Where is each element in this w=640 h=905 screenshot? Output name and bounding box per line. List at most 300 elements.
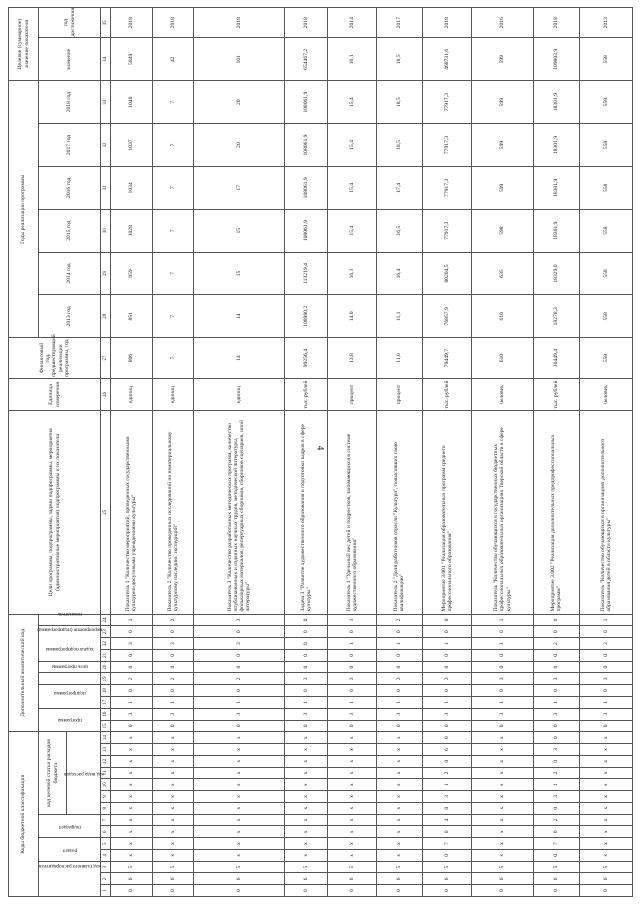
table-row	[327, 8, 376, 897]
code-cell: x	[327, 838, 376, 850]
column-number: 25	[101, 411, 111, 614]
column-number-row	[101, 8, 111, 897]
column-number: 35	[101, 8, 111, 38]
code-cell: 0	[377, 626, 422, 638]
row-year-value: 16,4	[377, 252, 422, 295]
code-cell: x	[111, 826, 153, 838]
row-unit: человек	[579, 378, 632, 410]
header-year-2016: 2016 год	[39, 166, 101, 209]
code-cell: 0	[534, 626, 579, 638]
code-cell: 0	[152, 626, 194, 638]
code-cell: x	[327, 849, 376, 861]
code-cell: x	[471, 826, 533, 838]
code-cell: x	[111, 755, 153, 767]
code-cell: 2	[534, 767, 579, 779]
header-analytic-task: задача подпрограммы	[39, 661, 101, 673]
row-base-value: 14	[194, 338, 285, 379]
code-cell: 1	[422, 638, 471, 650]
code-cell: x	[579, 791, 632, 803]
code-cell: x	[284, 802, 327, 814]
code-cell: x	[284, 849, 327, 861]
code-cell: 3	[152, 638, 194, 650]
code-cell: 6	[471, 873, 533, 885]
row-year-value: 14,0	[327, 295, 376, 338]
code-cell: 3	[377, 673, 422, 685]
row-year-value: 15,4	[327, 124, 376, 167]
code-cell: 0	[284, 885, 327, 897]
header-budget-classification: Коды бюджетной классификации	[9, 732, 39, 897]
row-unit: тыс. рублей	[534, 378, 579, 410]
code-cell: x	[111, 732, 153, 744]
row-year-value: 7	[152, 166, 194, 209]
row-description: Задача 3 "Развитие художественного образования и подготовки кадров в сфере культуры"	[284, 411, 327, 614]
code-cell: 1	[422, 696, 471, 708]
code-cell: 0	[579, 649, 632, 661]
row-year-value: 599	[471, 166, 533, 209]
header-target-value-col: значение	[39, 38, 101, 81]
header-year-2018: 2018 год	[39, 81, 101, 124]
code-cell: 0	[284, 638, 327, 650]
code-cell: 0	[194, 626, 285, 638]
code-cell: 5	[471, 861, 533, 873]
row-base-value: 79449,7	[422, 338, 471, 379]
row-description: Показатель 3 "Количество разработанных методических программ, количество опубликованных и изданных научных трудов, методической литературы, фольклорных материалов, репертуарных сборников, сборников сценариев, иной литературы"	[194, 411, 285, 614]
code-cell: 0	[152, 685, 194, 697]
row-target-value: 42	[152, 38, 194, 81]
code-cell: x	[327, 755, 376, 767]
code-cell: 6	[422, 873, 471, 885]
row-year-value: 558	[579, 166, 632, 209]
code-cell: 0	[422, 732, 471, 744]
code-cell: 2	[534, 814, 579, 826]
code-cell: x	[194, 849, 285, 861]
code-cell: x	[152, 826, 194, 838]
row-target-year: 2017	[377, 8, 422, 38]
row-target-value: 468731,6	[422, 38, 471, 81]
code-cell: 1	[471, 614, 533, 626]
code-cell: 0	[471, 885, 533, 897]
code-cell: x	[377, 779, 422, 791]
code-cell: x	[194, 767, 285, 779]
column-number: 11	[101, 767, 111, 779]
code-cell: 1	[111, 614, 153, 626]
code-cell: x	[284, 779, 327, 791]
column-number: 4	[101, 849, 111, 861]
row-year-value: 18278,3	[534, 295, 579, 338]
code-cell: 0	[422, 649, 471, 661]
code-cell: 1	[194, 696, 285, 708]
code-cell: 5	[422, 861, 471, 873]
code-cell: 0	[377, 720, 422, 732]
code-cell: x	[579, 838, 632, 850]
code-cell: x	[377, 732, 422, 744]
row-target-year: 2016	[471, 8, 533, 38]
code-cell: x	[471, 814, 533, 826]
code-cell: x	[152, 755, 194, 767]
code-cell: 0	[377, 685, 422, 697]
row-year-value: 635	[471, 252, 533, 295]
code-cell: 0	[579, 720, 632, 732]
code-cell: 0	[284, 685, 327, 697]
code-cell: x	[327, 767, 376, 779]
row-year-value: 18329,0	[534, 252, 579, 295]
row-target-year: 2018	[284, 8, 327, 38]
code-cell: 0	[111, 649, 153, 661]
header-analytic-subprogram: подпрограмма	[39, 685, 101, 709]
code-cell: 2	[152, 673, 194, 685]
page-number: 4	[315, 445, 326, 451]
row-year-value: 1037	[111, 124, 153, 167]
code-cell: x	[327, 732, 376, 744]
code-cell: 1	[471, 638, 533, 650]
code-cell: x	[194, 755, 285, 767]
row-year-value: 77917,3	[422, 166, 471, 209]
row-year-value: 558	[579, 295, 632, 338]
column-number: 29	[101, 252, 111, 295]
code-cell: x	[152, 802, 194, 814]
row-description: Показатель "Количество обучающихся в государственных бюджетных профессиональных образовательных организациях Тверской области в сфере культуры"	[471, 411, 533, 614]
code-cell: 6	[284, 873, 327, 885]
row-year-value: 17	[194, 166, 285, 209]
row-target-year: 2014	[327, 8, 376, 38]
code-cell: x	[111, 838, 153, 850]
code-cell: x	[152, 779, 194, 791]
code-cell: 0	[422, 802, 471, 814]
header-unit: Единица измерения	[9, 378, 101, 410]
row-year-value: 7	[152, 209, 194, 252]
code-cell: 0	[284, 720, 327, 732]
row-target-year: 2018	[534, 8, 579, 38]
column-number: 10	[101, 779, 111, 791]
code-cell: 1	[152, 696, 194, 708]
code-cell: 0	[377, 649, 422, 661]
code-cell: 0	[534, 826, 579, 838]
code-cell: x	[152, 791, 194, 803]
code-cell: 6	[422, 744, 471, 756]
code-cell: 1	[579, 614, 632, 626]
column-number: 31	[101, 166, 111, 209]
table-row	[152, 8, 194, 897]
code-cell: 0	[534, 661, 579, 673]
code-cell: 0	[194, 885, 285, 897]
row-year-value: 16,1	[327, 252, 376, 295]
header-program-years: Годы реализации программы	[9, 81, 39, 338]
code-cell: 2	[194, 673, 285, 685]
code-cell: x	[377, 838, 422, 850]
code-cell: x	[111, 802, 153, 814]
code-cell: 7	[534, 838, 579, 850]
row-description: Показатель 2 "Количество проведенных исследований по нематериальному культурному наследию, экспедиций"	[152, 411, 194, 614]
code-cell: x	[194, 838, 285, 850]
code-cell: 5	[327, 861, 376, 873]
code-cell: 0	[422, 661, 471, 673]
row-year-value: 76857,9	[422, 295, 471, 338]
header-program-goals: Цели программы, подпрограммы, задачи подпрограммы, мероприятия (административные мероприятия) подпрограммы и их показатели	[9, 411, 101, 614]
row-year-value: 558	[579, 209, 632, 252]
header-analytic-indicator: показатель	[39, 614, 101, 626]
program-indicators-table	[8, 7, 633, 897]
header-code-manager: код главного распорядителя	[39, 861, 101, 896]
row-description: Показатель 1 "Удельный вес детей и подростков, занимающихся в системе художественного образования"	[327, 411, 376, 614]
row-year-value: 17,4	[377, 166, 422, 209]
row-year-value: 15,4	[327, 209, 376, 252]
column-number: 18	[101, 685, 111, 697]
row-year-value: 108061,9	[284, 81, 327, 124]
code-cell: x	[471, 732, 533, 744]
column-number: 5	[101, 838, 111, 850]
code-cell: 0	[422, 626, 471, 638]
code-cell: 3	[152, 708, 194, 720]
row-target-value: 101	[194, 38, 285, 81]
code-cell: x	[152, 767, 194, 779]
code-cell: 3	[327, 708, 376, 720]
code-cell: x	[194, 814, 285, 826]
code-cell: x	[579, 779, 632, 791]
header-target-value: Целевое (суммарное) значение показателя	[9, 8, 39, 81]
row-unit: единиц	[194, 378, 285, 410]
code-cell: x	[579, 826, 632, 838]
code-cell: x	[111, 744, 153, 756]
code-cell: 3	[579, 708, 632, 720]
code-cell: 3	[194, 614, 285, 626]
code-cell: 1	[327, 696, 376, 708]
code-cell: x	[327, 791, 376, 803]
code-cell: 0	[284, 649, 327, 661]
rotated-table-sheet	[8, 7, 633, 897]
code-cell: 0	[111, 626, 153, 638]
row-year-value: 20	[194, 124, 285, 167]
column-number: 28	[101, 295, 111, 338]
code-cell: 3	[194, 638, 285, 650]
row-unit: процент	[377, 378, 422, 410]
column-number: 34	[101, 38, 111, 81]
table-row	[471, 8, 533, 897]
code-cell: 0	[471, 685, 533, 697]
code-cell: 6	[111, 873, 153, 885]
code-cell: 0	[194, 649, 285, 661]
code-cell: 3	[284, 673, 327, 685]
code-cell: x	[284, 744, 327, 756]
row-year-value: 16,5	[377, 209, 422, 252]
code-cell: x	[471, 849, 533, 861]
code-cell: 0	[152, 720, 194, 732]
row-base-value: 11,0	[377, 338, 422, 379]
code-cell: 1	[422, 779, 471, 791]
code-cell: x	[579, 802, 632, 814]
row-year-value: 7	[152, 295, 194, 338]
code-cell: 5	[111, 861, 153, 873]
row-year-value: 18301,9	[534, 166, 579, 209]
code-cell: 5	[377, 861, 422, 873]
row-year-value: 108980,2	[284, 295, 327, 338]
code-cell: 0	[284, 626, 327, 638]
code-cell: 3	[471, 708, 533, 720]
row-year-value: 18,5	[377, 124, 422, 167]
code-cell: 0	[327, 626, 376, 638]
code-cell: x	[471, 779, 533, 791]
column-number: 23	[101, 626, 111, 638]
code-cell: 3	[194, 708, 285, 720]
row-target-value: 109803,9	[534, 38, 579, 81]
code-cell: 0	[534, 732, 579, 744]
row-unit: человек	[471, 378, 533, 410]
row-target-year: 2018	[194, 8, 285, 38]
row-target-year: 2018	[111, 8, 153, 38]
column-number: 33	[101, 81, 111, 124]
row-target-value: 558	[579, 38, 632, 81]
row-target-year: 2018	[152, 8, 194, 38]
column-number: 17	[101, 696, 111, 708]
code-cell: 3	[422, 708, 471, 720]
column-number: 7	[101, 814, 111, 826]
code-cell: x	[377, 814, 422, 826]
code-cell: 0	[579, 661, 632, 673]
code-cell: 1	[111, 696, 153, 708]
code-cell: x	[194, 779, 285, 791]
code-cell: 4	[422, 814, 471, 826]
code-cell: 1	[534, 779, 579, 791]
code-cell: 0	[422, 826, 471, 838]
column-number: 2	[101, 873, 111, 885]
row-unit: тыс. рублей	[284, 378, 327, 410]
row-description: Мероприятие 3.001 "Реализация образовательных программ среднего профессионального образования"	[422, 411, 471, 614]
code-cell: 0	[194, 720, 285, 732]
column-number: 26	[101, 378, 111, 410]
code-cell: x	[377, 826, 422, 838]
code-cell: x	[152, 849, 194, 861]
row-year-value: 7	[152, 81, 194, 124]
row-year-value: 859	[111, 252, 153, 295]
column-number: 6	[101, 826, 111, 838]
code-cell: x	[471, 802, 533, 814]
code-cell: x	[471, 755, 533, 767]
code-cell: 0	[534, 802, 579, 814]
code-cell: 0	[327, 661, 376, 673]
code-cell: 3	[534, 673, 579, 685]
code-cell: 5	[579, 861, 632, 873]
code-cell: x	[579, 849, 632, 861]
row-year-value: 558	[579, 124, 632, 167]
row-year-value: 11,1	[377, 295, 422, 338]
code-cell: x	[284, 826, 327, 838]
code-cell: 0	[152, 661, 194, 673]
code-cell: 1	[327, 614, 376, 626]
code-cell: 1	[534, 696, 579, 708]
code-cell: 0	[377, 661, 422, 673]
header-financing-prev: Финансовый год, предшествующий реализации программы, год	[9, 338, 101, 379]
row-target-value: 5849	[111, 38, 153, 81]
code-cell: 6	[194, 873, 285, 885]
code-cell: 0	[422, 720, 471, 732]
code-cell: x	[377, 755, 422, 767]
column-number: 20	[101, 661, 111, 673]
row-year-value: 558	[579, 252, 632, 295]
code-cell: 0	[111, 685, 153, 697]
row-year-value: 108061,9	[284, 124, 327, 167]
row-target-year: 2018	[422, 8, 471, 38]
code-cell: x	[327, 744, 376, 756]
code-cell: x	[471, 744, 533, 756]
code-cell: 6	[579, 873, 632, 885]
row-year-value: 7	[152, 124, 194, 167]
code-cell: 6	[327, 873, 376, 885]
code-cell: 0	[534, 849, 579, 861]
header-analytic-goal: цель программы	[39, 673, 101, 685]
code-cell: x	[327, 779, 376, 791]
table-row	[377, 8, 422, 897]
code-cell: x	[111, 779, 153, 791]
code-cell: 0	[579, 685, 632, 697]
code-cell: 1	[471, 696, 533, 708]
code-cell: 0	[111, 661, 153, 673]
header-code-expense-type: код вида расходов	[67, 732, 101, 814]
header-analytic-measure: мероприятие (подпрограмма)	[39, 626, 101, 661]
row-year-value: 15	[194, 252, 285, 295]
code-cell: 0	[534, 614, 579, 626]
table-row	[534, 8, 579, 897]
column-number: 24	[101, 614, 111, 626]
code-cell: x	[284, 814, 327, 826]
row-unit: процент	[327, 378, 376, 410]
row-base-value: 99256,4	[284, 338, 327, 379]
code-cell: x	[194, 732, 285, 744]
code-cell: 5	[194, 861, 285, 873]
code-cell: 3	[422, 673, 471, 685]
row-year-value: 15	[194, 209, 285, 252]
code-cell: x	[327, 802, 376, 814]
code-cell: x	[471, 767, 533, 779]
code-cell: 3	[111, 638, 153, 650]
code-cell: 5	[152, 861, 194, 873]
header-year-2015: 2015 год	[39, 209, 101, 252]
table-row	[579, 8, 632, 897]
code-cell: 1	[284, 696, 327, 708]
row-year-value: 1028	[111, 209, 153, 252]
code-cell: x	[377, 791, 422, 803]
code-cell: 0	[422, 614, 471, 626]
row-description: Показатель 2 "Доля работников отрасли "Культура", повысивших свою квалификацию"	[377, 411, 422, 614]
row-target-value: 18,5	[377, 38, 422, 81]
code-cell: x	[111, 767, 153, 779]
code-cell: 0	[471, 720, 533, 732]
code-cell: 0	[284, 614, 327, 626]
code-cell: 0	[534, 755, 579, 767]
code-cell: x	[284, 755, 327, 767]
table-row	[194, 8, 285, 897]
code-cell: x	[284, 791, 327, 803]
code-cell: x	[152, 838, 194, 850]
header-year-2013: 2013 год	[39, 295, 101, 338]
row-year-value: 18301,9	[534, 124, 579, 167]
row-year-value: 851	[111, 295, 153, 338]
header-year-2017: 2017 год	[39, 124, 101, 167]
code-cell: x	[327, 826, 376, 838]
row-year-value: 20	[194, 81, 285, 124]
table-row	[284, 8, 327, 897]
row-year-value: 18301,9	[534, 209, 579, 252]
code-cell: 0	[534, 720, 579, 732]
row-base-value: 13,8	[327, 338, 376, 379]
row-year-value: 77917,3	[422, 124, 471, 167]
column-number: 22	[101, 638, 111, 650]
column-number: 21	[101, 649, 111, 661]
code-cell: 3	[471, 673, 533, 685]
code-cell: x	[111, 849, 153, 861]
code-cell: x	[471, 791, 533, 803]
code-cell: 0	[471, 649, 533, 661]
code-cell: 5	[284, 861, 327, 873]
row-year-value: 15,4	[327, 81, 376, 124]
